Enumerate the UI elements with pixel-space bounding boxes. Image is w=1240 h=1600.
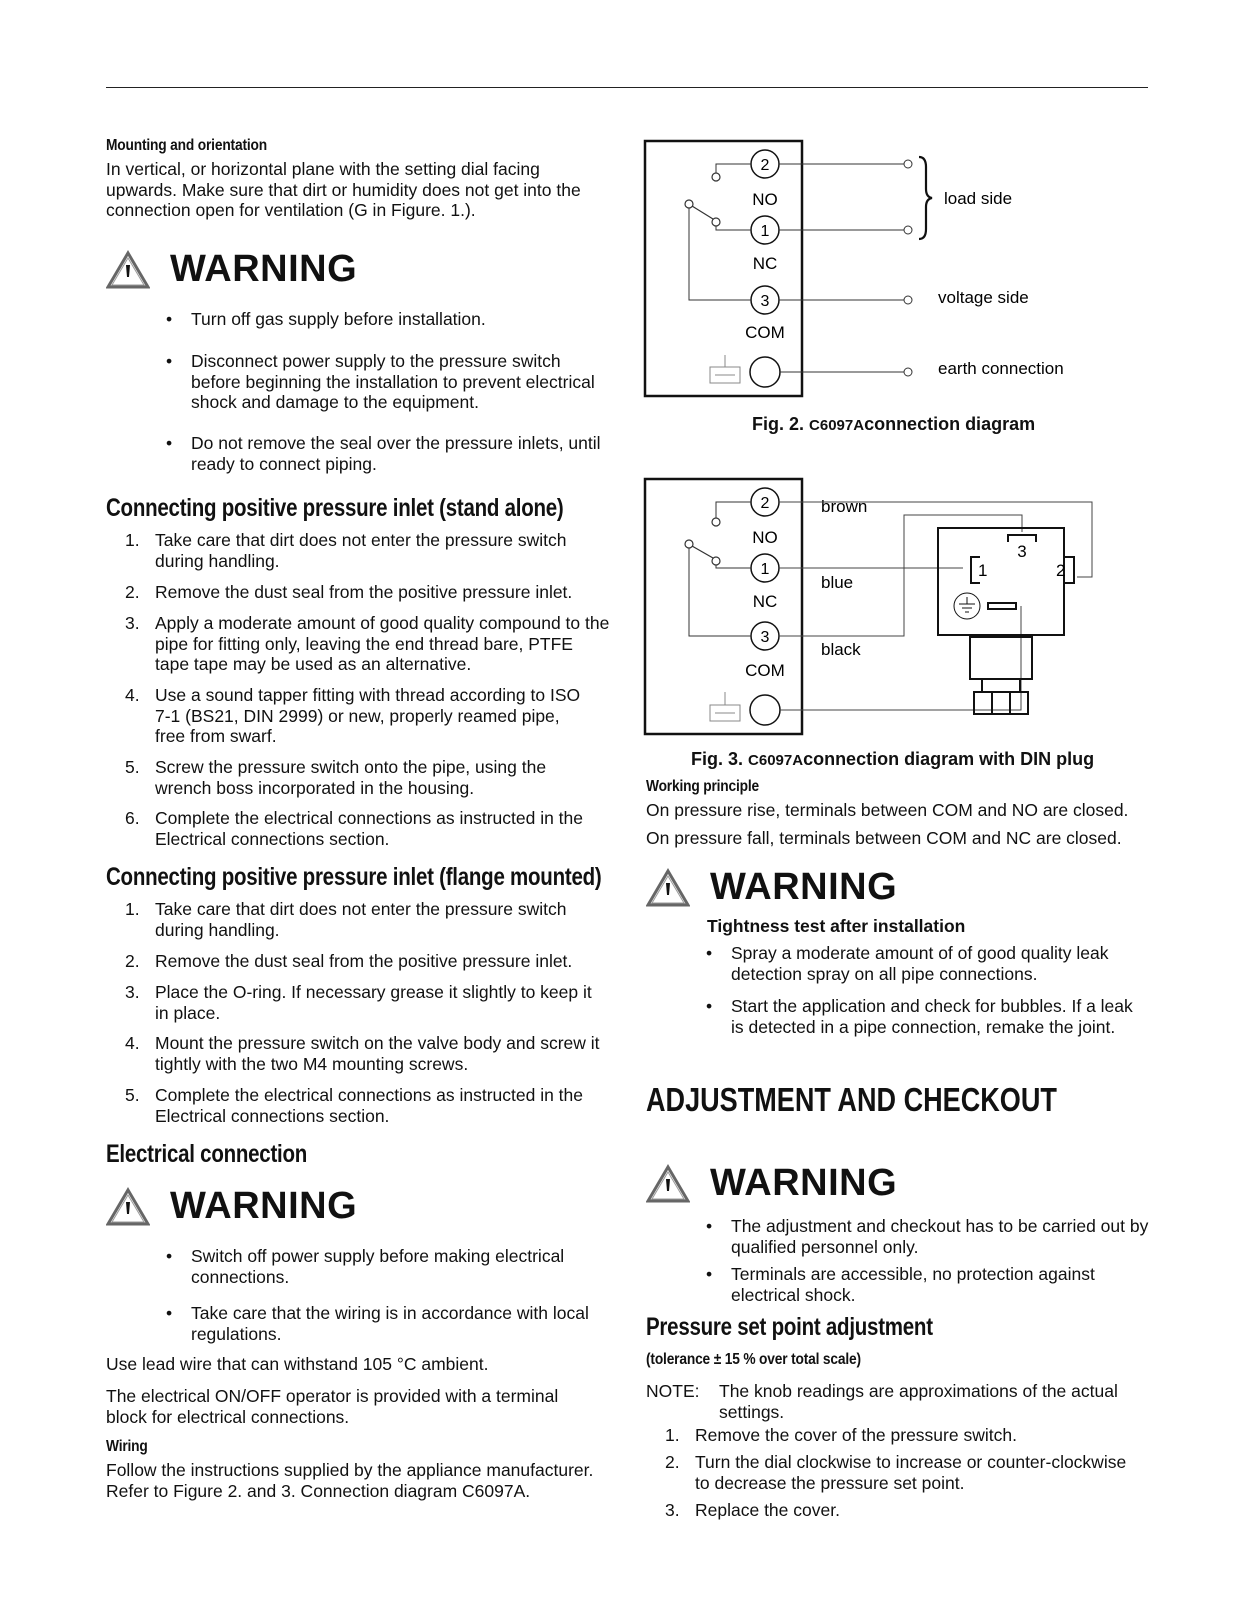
- setpoint-step: 3. Replace the cover.: [665, 1500, 840, 1520]
- flange-step: 5. Complete the electrical connections as instructed in the Electrical connections section.: [125, 1085, 584, 1126]
- warning-triangle-icon: [646, 868, 690, 908]
- wiring-text: Follow the instructions supplied by the appliance manufacturer. Refer to Figure 2. and 3. Connection diagram C6097A.: [106, 1460, 594, 1501]
- fig2-terminal-1-label: 1: [760, 223, 770, 240]
- fig3-no-label: NO: [752, 528, 778, 547]
- fig2-caption: Fig. 2. C6097Aconnection diagram: [752, 414, 1036, 434]
- warning-bullet: • Take care that the wiring is in accordance with local regulations.: [166, 1303, 589, 1344]
- mounting-text: In vertical, or horizontal plane with the setting dial facing upwards. Make sure that dirt or humidity does not get into the connection open for ventilation (G in Figure. 1.).: [106, 159, 581, 220]
- din-cable-gland: [974, 692, 1028, 714]
- warning-triangle-icon: [106, 250, 150, 290]
- tightness-subheading: Tightness test after installation: [707, 916, 966, 936]
- electrical-heading: Electrical connection: [106, 1140, 308, 1168]
- warning-label: WARNING: [710, 1162, 898, 1204]
- warning-block-1: [106, 248, 357, 291]
- fig3-com-label: COM: [745, 661, 785, 680]
- warning-block-electrical: [106, 1185, 357, 1228]
- fig2-earth-terminal: [750, 357, 780, 387]
- fig3-din-plug-diagram: [640, 470, 1120, 745]
- flange-step: 1. Take care that dirt does not enter the pressure switch during handling.: [125, 899, 567, 940]
- fig2-earth-connection-label: earth connection: [938, 359, 1064, 378]
- flange-step: 2. Remove the dust seal from the positive pressure inlet.: [125, 951, 573, 971]
- fig3-caption: Fig. 3. C6097Aconnection diagram with DIN plug: [691, 749, 1095, 769]
- note-label: NOTE:: [646, 1381, 700, 1401]
- lead-wire-text: Use lead wire that can withstand 105 °C ambient.: [106, 1354, 489, 1374]
- setpoint-heading: Pressure set point adjustment: [646, 1313, 933, 1341]
- din-earth-pin: [988, 603, 1016, 609]
- warning-label: WARNING: [710, 866, 898, 908]
- wiring-heading: Wiring: [106, 1438, 148, 1455]
- din-pin-3-label: 3: [1017, 542, 1027, 561]
- operator-text: The electrical ON/OFF operator is provided with a terminal block for electrical connections.: [106, 1386, 559, 1427]
- fig3-wire-earth: [780, 606, 1021, 710]
- fig2-switch-arm: [692, 206, 713, 219]
- standalone-heading: Connecting positive pressure inlet (stand alone): [106, 494, 564, 522]
- din-plug-body: [938, 528, 1064, 635]
- standalone-step: 6. Complete the electrical connections as instructed in the Electrical connections section.: [125, 808, 584, 849]
- warning-bullet: • Switch off power supply before making electrical connections.: [166, 1246, 565, 1287]
- header-rule: [106, 87, 1148, 88]
- fig3-nc-label: NC: [752, 592, 778, 611]
- fig2-load-brace: [919, 157, 932, 239]
- fig3-wire-brown-label: brown: [821, 497, 868, 516]
- warning-label: WARNING: [170, 248, 358, 290]
- fig3-switch-housing: [645, 479, 802, 734]
- warning-label: WARNING: [170, 1185, 358, 1227]
- warning-block-adjustment: [646, 1162, 897, 1205]
- standalone-step: 4. Use a sound tapper fitting with thread according to ISO 7-1 (BS21, DIN 2999) or new, properly reamed pipe, free from swarf.: [125, 685, 581, 746]
- flange-heading: Connecting positive pressure inlet (flange mounted): [106, 863, 602, 891]
- fig2-terminal-3-label: 3: [760, 293, 770, 310]
- warning-bullet: • Terminals are accessible, no protection against electrical shock.: [706, 1264, 1095, 1305]
- flange-step: 3. Place the O-ring. If necessary grease it slightly to keep it in place.: [125, 982, 592, 1023]
- din-pin-1-label: 1: [978, 561, 988, 580]
- warning-bullet: • Do not remove the seal over the pressure inlets, until ready to connect piping.: [166, 433, 601, 474]
- din-pin-2-label: 2: [1056, 561, 1066, 580]
- fig2-load-side-label: load side: [944, 189, 1013, 208]
- standalone-step: 2. Remove the dust seal from the positive pressure inlet.: [125, 582, 573, 602]
- mounting-heading: Mounting and orientation: [106, 137, 267, 154]
- standalone-step: 1. Take care that dirt does not enter the pressure switch during handling.: [125, 530, 567, 571]
- warning-block-tightness: [646, 866, 897, 909]
- fig3-wire-black-label: black: [821, 640, 861, 659]
- fig2-switch-housing: [645, 141, 802, 396]
- fig3-switch-arm: [692, 546, 713, 558]
- fig2-nc-label: NC: [752, 254, 778, 273]
- standalone-step: 3. Apply a moderate amount of good quality compound to the pipe for fitting only, leaving the end thread bare, PTFE tape tape may be used as an alternative.: [125, 613, 610, 674]
- warning-bullet: • Turn off gas supply before installation.: [166, 309, 486, 329]
- fig3-wire-blue-label: blue: [821, 573, 854, 592]
- fig2-voltage-side-label: voltage side: [938, 288, 1029, 307]
- standalone-step: 5. Screw the pressure switch onto the pipe, using the wrench boss incorporated in the housing.: [125, 757, 547, 798]
- warning-triangle-icon: [646, 1164, 690, 1204]
- warning-bullet: • Spray a moderate amount of of good quality leak detection spray on all pipe connections.: [706, 943, 1109, 984]
- tolerance-text: (tolerance ± 15 % over total scale): [646, 1351, 861, 1368]
- fig2-no-label: NO: [752, 190, 778, 209]
- fig3-terminal-2-label: 2: [760, 495, 770, 512]
- working-principle-rise: On pressure rise, terminals between COM and NO are closed.: [646, 800, 1129, 820]
- note-text: The knob readings are approximations of the actual settings.: [719, 1381, 1118, 1422]
- fig3-terminal-3-label: 3: [760, 629, 770, 646]
- earth-ground-icon: [954, 593, 980, 619]
- din-plug-neck: [970, 637, 1032, 679]
- working-principle-heading: Working principle: [646, 778, 760, 795]
- warning-bullet: • Disconnect power supply to the pressure switch before beginning the installation to prevent electrical shock and damage to the equipment.: [166, 351, 595, 412]
- fig2-terminal-2-label: 2: [760, 157, 770, 174]
- fig3-earth-terminal: [750, 695, 780, 725]
- setpoint-step: 1. Remove the cover of the pressure switch.: [665, 1425, 1017, 1445]
- warning-triangle-icon: [106, 1187, 150, 1227]
- flange-step: 4. Mount the pressure switch on the valve body and screw it tightly with the two M4 mounting screws.: [125, 1033, 600, 1074]
- working-principle-fall: On pressure fall, terminals between COM and NC are closed.: [646, 828, 1122, 848]
- adjustment-checkout-heading: ADJUSTMENT AND CHECKOUT: [646, 1081, 1057, 1118]
- fig2-connection-diagram: [640, 135, 1080, 405]
- warning-bullet: • The adjustment and checkout has to be carried out by qualified personnel only.: [706, 1216, 1149, 1257]
- fig3-terminal-1-label: 1: [760, 561, 770, 578]
- setpoint-step: 2. Turn the dial clockwise to increase or counter-clockwise to decrease the pressure set point.: [665, 1452, 1127, 1493]
- warning-bullet: • Start the application and check for bubbles. If a leak is detected in a pipe connection, remake the joint.: [706, 996, 1133, 1037]
- fig2-com-label: COM: [745, 323, 785, 342]
